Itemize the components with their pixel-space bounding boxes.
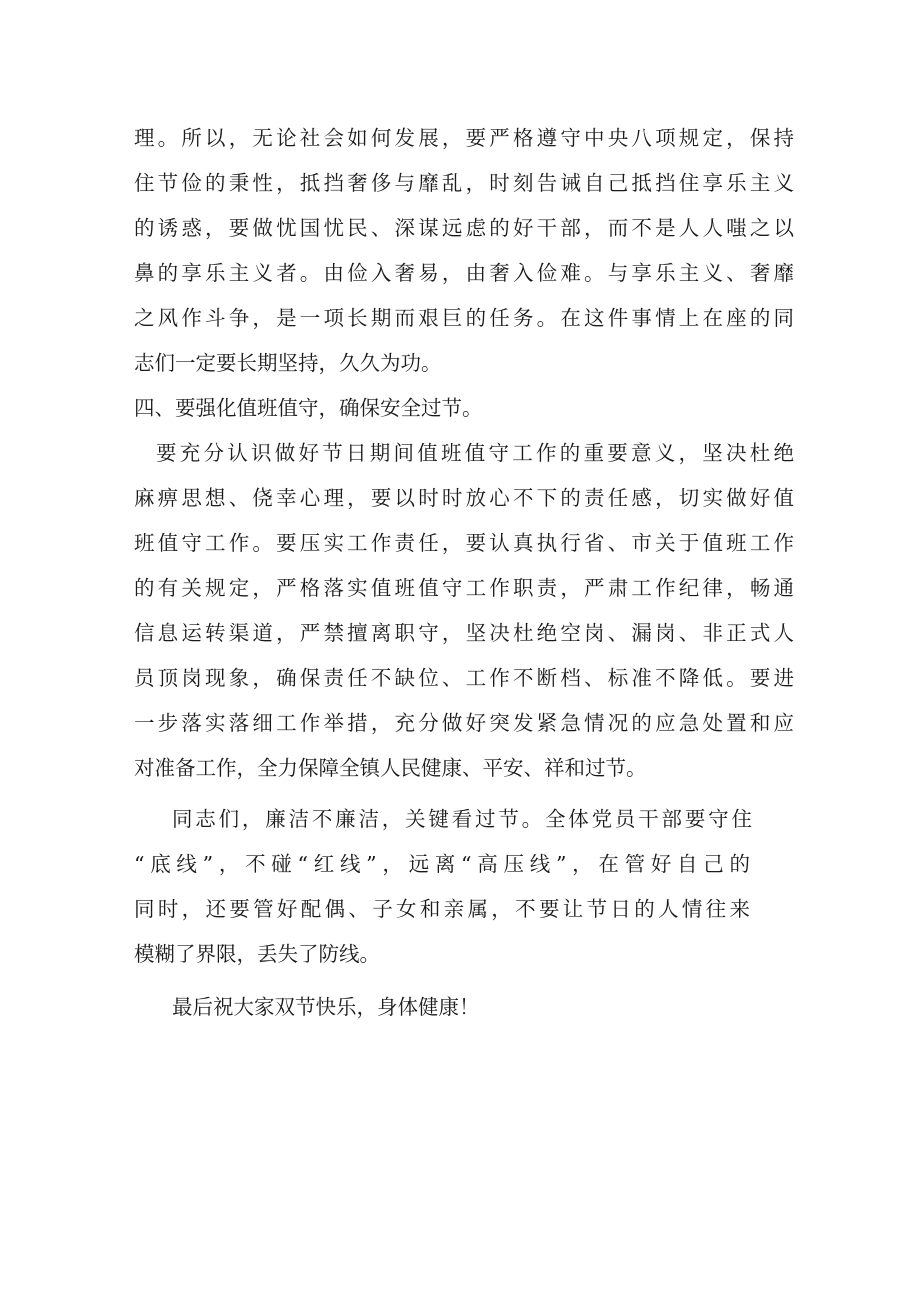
paragraph-2-line-5: 信息运转渠道，严禁擅离职守，坚决杜绝空岗、漏岗、非正式人 [134,621,794,645]
paragraph-2-line-8: 对准备工作，全力保障全镇人民健康、平安、祥和过节。 [134,756,647,780]
paragraph-2-line-2: 麻痹思想、侥幸心理，要以时时放心不下的责任感，切实做好值 [134,486,794,510]
paragraph-1-line-3: 的诱惑，要做忧国忧民、深谋远虑的好干部，而不是人人嗤之以 [134,216,794,240]
paragraph-2-line-7: 一步落实落细工作举措，充分做好突发紧急情况的应急处置和应 [134,711,794,735]
paragraph-1-line-1: 理。所以，无论社会如何发展，要严格遵守中央八项规定，保持 [134,126,794,150]
paragraph-3-line-1: 同志们，廉洁不廉洁，关键看过节。全体党员干部要守住 [172,807,752,831]
paragraph-2-line-4: 的有关规定，严格落实值班值守工作职责，严肃工作纪律，畅通 [134,576,794,600]
paragraph-2-line-1: 要充分认识做好节日期间值班值守工作的重要意义，坚决杜绝 [156,441,794,465]
paragraph-2-line-3: 班值守工作。要压实工作责任，要认真执行省、市关于值班工作 [134,531,794,555]
paragraph-1-line-5: 之风作斗争，是一项长期而艰巨的任务。在这件事情上在座的同 [134,306,794,330]
closing-line: 最后祝大家双节快乐，身体健康！ [172,995,480,1019]
paragraph-3-line-3: 同时，还要管好配偶、子女和亲属，不要让节日的人情往来 [134,897,750,921]
paragraph-2-line-6: 员顶岗现象，确保责任不缺位、工作不断档、标准不降低。要进 [134,666,794,690]
paragraph-1-line-2: 住节俭的秉性，抵挡奢侈与靡乱，时刻告诫自己抵挡住享乐主义 [134,171,794,195]
paragraph-1-line-6: 志们一定要长期坚持，久久为功。 [134,351,442,375]
section-heading: 四、要强化值班值守，确保安全过节。 [134,396,483,420]
paragraph-3-line-2: “底线”，不碰“红线”，远离“高压线”，在管好自己的 [134,852,750,876]
paragraph-1-line-4: 鼻的享乐主义者。由俭入奢易，由奢入俭难。与享乐主义、奢靡 [134,261,794,285]
paragraph-3-line-4: 模糊了界限，丢失了防线。 [134,942,380,966]
